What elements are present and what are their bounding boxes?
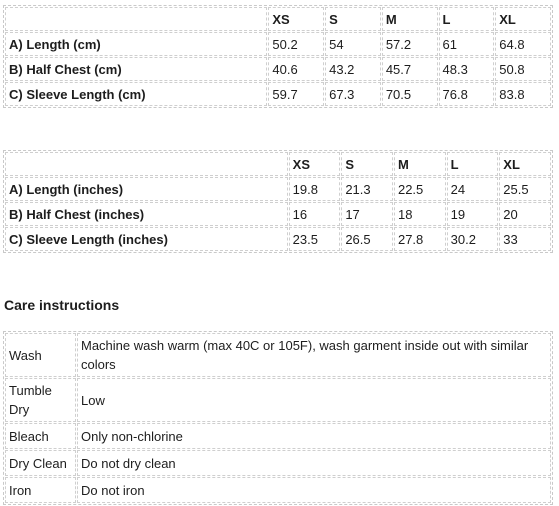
table-header-row [5,152,551,176]
care-value: Machine wash warm (max 40C or 105F), wash garment inside out with similar colors [77,333,551,377]
care-label: Bleach [5,423,76,449]
table-cell: 27.8 [394,227,446,251]
table-row [5,57,551,81]
table-cell: 21.3 [341,177,393,201]
table-row [5,227,551,251]
header-cell [5,7,267,31]
table-cell: 16 [289,202,341,226]
header-cell: XS [289,152,341,176]
table-cell: 18 [394,202,446,226]
table-header-row [5,7,551,31]
table-cell: 24 [447,177,499,201]
table-cell: 17 [341,202,393,226]
header-cell: S [341,152,393,176]
header-cell: XS [268,7,324,31]
table-cell: 67.3 [325,82,381,106]
table-cell: 22.5 [394,177,446,201]
care-instructions-table [3,331,553,505]
table-cell: 33 [499,227,551,251]
header-cell: M [382,7,438,31]
table-cell: 48.3 [439,57,495,81]
table-cell: 40.6 [268,57,324,81]
table-row [5,202,551,226]
care-label: Dry Clean [5,450,76,476]
table-row [5,450,551,476]
table-cell: 23.5 [289,227,341,251]
header-cell: XL [495,7,551,31]
header-cell: L [447,152,499,176]
size-table-cm [3,5,553,108]
table-cell: 64.8 [495,32,551,56]
table-row [5,82,551,106]
table-row [5,333,551,377]
table-cell: 45.7 [382,57,438,81]
row-label: C) Sleeve Length (inches) [5,227,288,251]
table-cell: 76.8 [439,82,495,106]
table-cell: 57.2 [382,32,438,56]
table-cell: 50.8 [495,57,551,81]
table-cell: 59.7 [268,82,324,106]
care-instructions-heading: Care instructions [4,297,120,313]
table-cell: 61 [439,32,495,56]
header-cell: L [439,7,495,31]
care-label: Iron [5,477,76,503]
table-cell: 83.8 [495,82,551,106]
row-label: C) Sleeve Length (cm) [5,82,267,106]
header-cell: XL [499,152,551,176]
table-cell: 30.2 [447,227,499,251]
table-row [5,477,551,503]
row-label: A) Length (cm) [5,32,267,56]
table-cell: 54 [325,32,381,56]
table-cell: 20 [499,202,551,226]
table-row [5,177,551,201]
care-value: Only non-chlorine [77,423,551,449]
row-label: A) Length (inches) [5,177,288,201]
table-row [5,423,551,449]
care-label: Wash [5,333,76,377]
table-row [5,32,551,56]
header-cell: S [325,7,381,31]
table-cell: 19 [447,202,499,226]
table-cell: 25.5 [499,177,551,201]
header-cell [5,152,288,176]
table-cell: 70.5 [382,82,438,106]
table-cell: 19.8 [289,177,341,201]
table-cell: 43.2 [325,57,381,81]
row-label: B) Half Chest (cm) [5,57,267,81]
size-table-inches [3,150,553,253]
care-value: Do not dry clean [77,450,551,476]
care-label: Tumble Dry [5,378,76,422]
header-cell: M [394,152,446,176]
table-row [5,378,551,422]
table-cell: 26.5 [341,227,393,251]
care-value: Do not iron [77,477,551,503]
table-cell: 50.2 [268,32,324,56]
row-label: B) Half Chest (inches) [5,202,288,226]
care-value: Low [77,378,551,422]
